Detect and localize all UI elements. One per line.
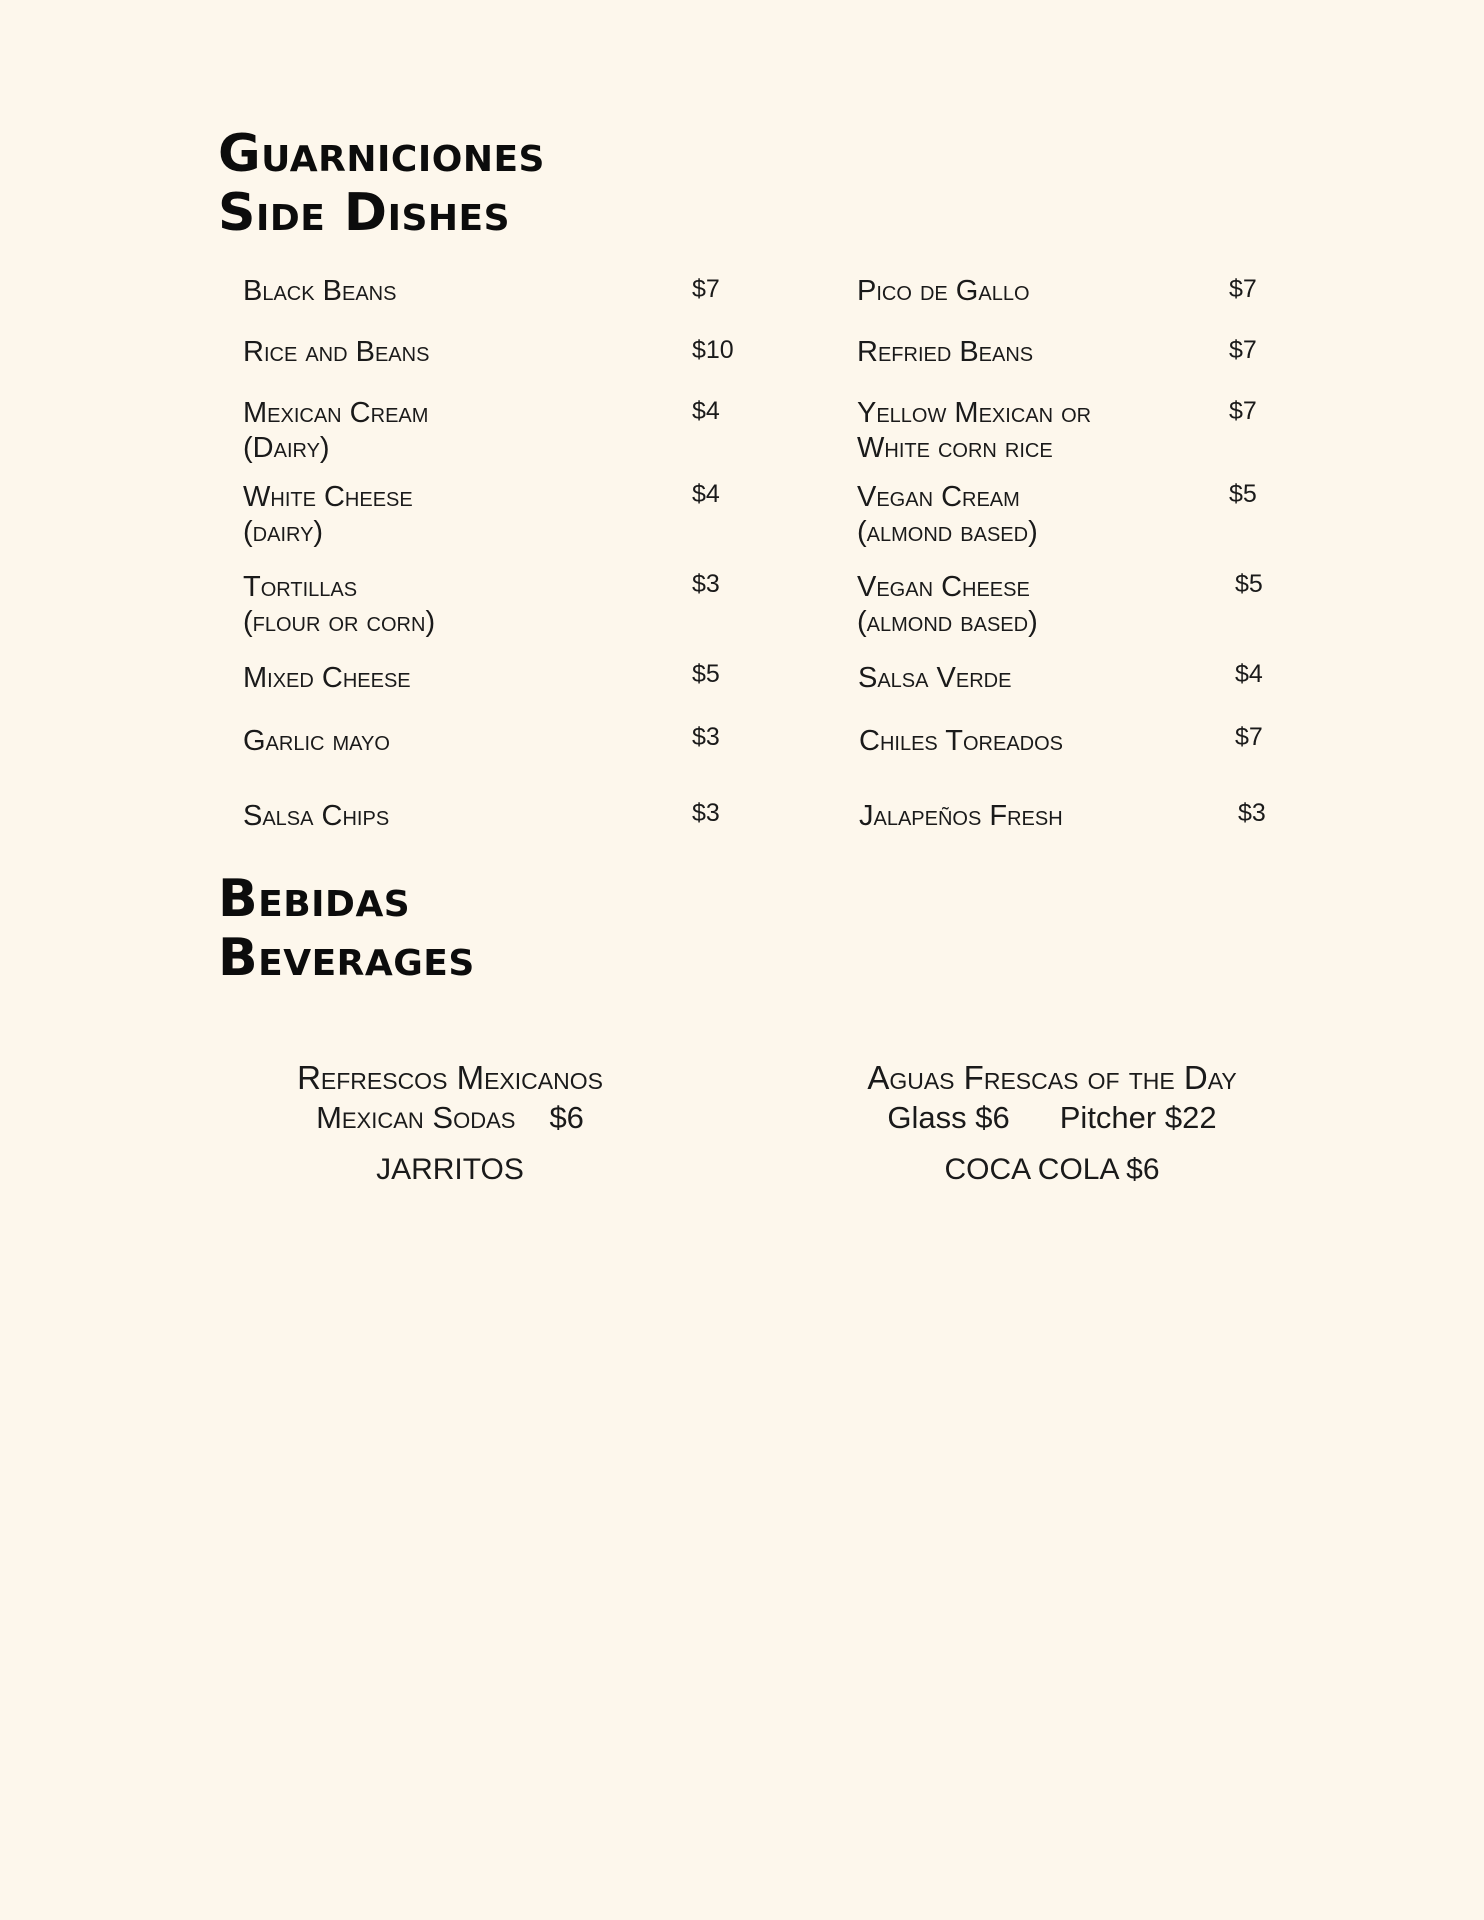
menu-item-mexican-cream	[243, 396, 428, 466]
item-note: (flour or corn)	[243, 606, 436, 638]
sodas-line	[230, 1098, 670, 1138]
item-price: $4	[692, 397, 720, 425]
sodas-title: Refrescos Mexicanos	[297, 1059, 603, 1096]
item-price: $5	[692, 660, 720, 688]
item-price: $4	[1235, 660, 1263, 688]
item-price: $5	[1235, 570, 1263, 598]
item-price: $7	[1229, 397, 1257, 425]
aguas-frescas-block	[812, 1058, 1292, 1190]
item-price: $3	[692, 799, 720, 827]
item-name: Refried Beans	[857, 336, 1034, 368]
item-price: $7	[1229, 336, 1257, 364]
heading-spanish: Bebidas	[218, 869, 411, 929]
item-name: Yellow Mexican or	[857, 397, 1092, 429]
menu-item-chiles-toreados	[859, 724, 1063, 759]
item-name: Salsa Verde	[858, 662, 1012, 694]
pitcher-label: Pitcher	[1059, 1100, 1157, 1135]
heading-english: Beverages	[218, 928, 475, 988]
item-price: $4	[692, 480, 720, 508]
item-name-cont: White corn rice	[857, 432, 1053, 464]
glass-price: $6	[975, 1100, 1010, 1135]
menu-item-salsa-verde	[858, 661, 1011, 696]
item-price: $7	[1235, 723, 1263, 751]
pitcher-price: $22	[1164, 1100, 1217, 1135]
item-name: Vegan Cream	[857, 481, 1020, 513]
jarritos-label: JARRITOS	[376, 1153, 524, 1186]
item-name: Jalapeños Fresh	[859, 800, 1063, 832]
item-note: (almond based)	[857, 516, 1038, 548]
menu-item-rice-and-beans	[243, 335, 429, 370]
item-name: White Cheese	[243, 481, 413, 513]
menu-item-jalapenos-fresh	[859, 799, 1063, 834]
mexican-sodas-block	[230, 1058, 670, 1190]
item-price: $7	[692, 275, 720, 303]
menu-item-salsa-chips	[243, 799, 389, 834]
item-price: $3	[1238, 799, 1266, 827]
menu-item-vegan-cream	[857, 480, 1038, 550]
coca-cola-label: COCA COLA $6	[944, 1153, 1160, 1186]
item-name: Vegan Cheese	[857, 571, 1030, 603]
item-price: $3	[692, 723, 720, 751]
aguas-title: Aguas Frescas of the Day	[867, 1059, 1237, 1096]
glass-label: Glass	[887, 1100, 967, 1135]
item-note: (almond based)	[857, 606, 1038, 638]
item-note: (Dairy)	[243, 432, 330, 464]
menu-item-mixed-cheese	[243, 661, 411, 696]
item-note: (dairy)	[243, 516, 324, 548]
item-price: $5	[1229, 480, 1257, 508]
item-price: $3	[692, 570, 720, 598]
item-name: Black Beans	[243, 275, 397, 307]
item-name: Garlic mayo	[243, 725, 390, 757]
item-name: Salsa Chips	[243, 800, 390, 832]
menu-item-black-beans	[243, 274, 396, 309]
menu-item-garlic-mayo	[243, 724, 390, 759]
sodas-subtitle: Mexican Sodas	[316, 1100, 516, 1135]
heading-english: Side Dishes	[218, 183, 511, 243]
item-price: $10	[692, 336, 734, 364]
menu-item-pico-de-gallo	[857, 274, 1030, 309]
item-name: Pico de Gallo	[857, 275, 1030, 307]
item-name: Chiles Toreados	[859, 725, 1064, 757]
item-name: Mixed Cheese	[243, 662, 411, 694]
menu-item-white-cheese	[243, 480, 413, 550]
aguas-prices	[812, 1098, 1292, 1138]
beverages-heading	[218, 870, 475, 988]
heading-spanish: Guarniciones	[218, 124, 545, 184]
item-name: Mexican Cream	[243, 397, 429, 429]
item-name: Tortillas	[243, 571, 358, 603]
menu-item-refried-beans	[857, 335, 1033, 370]
menu-item-tortillas	[243, 570, 435, 640]
menu-item-yellow-mexican-rice	[857, 396, 1091, 466]
sodas-price: $6	[549, 1100, 584, 1135]
menu-item-vegan-cheese	[857, 570, 1038, 640]
item-price: $7	[1229, 275, 1257, 303]
side-dishes-heading	[218, 125, 545, 243]
item-name: Rice and Beans	[243, 336, 430, 368]
